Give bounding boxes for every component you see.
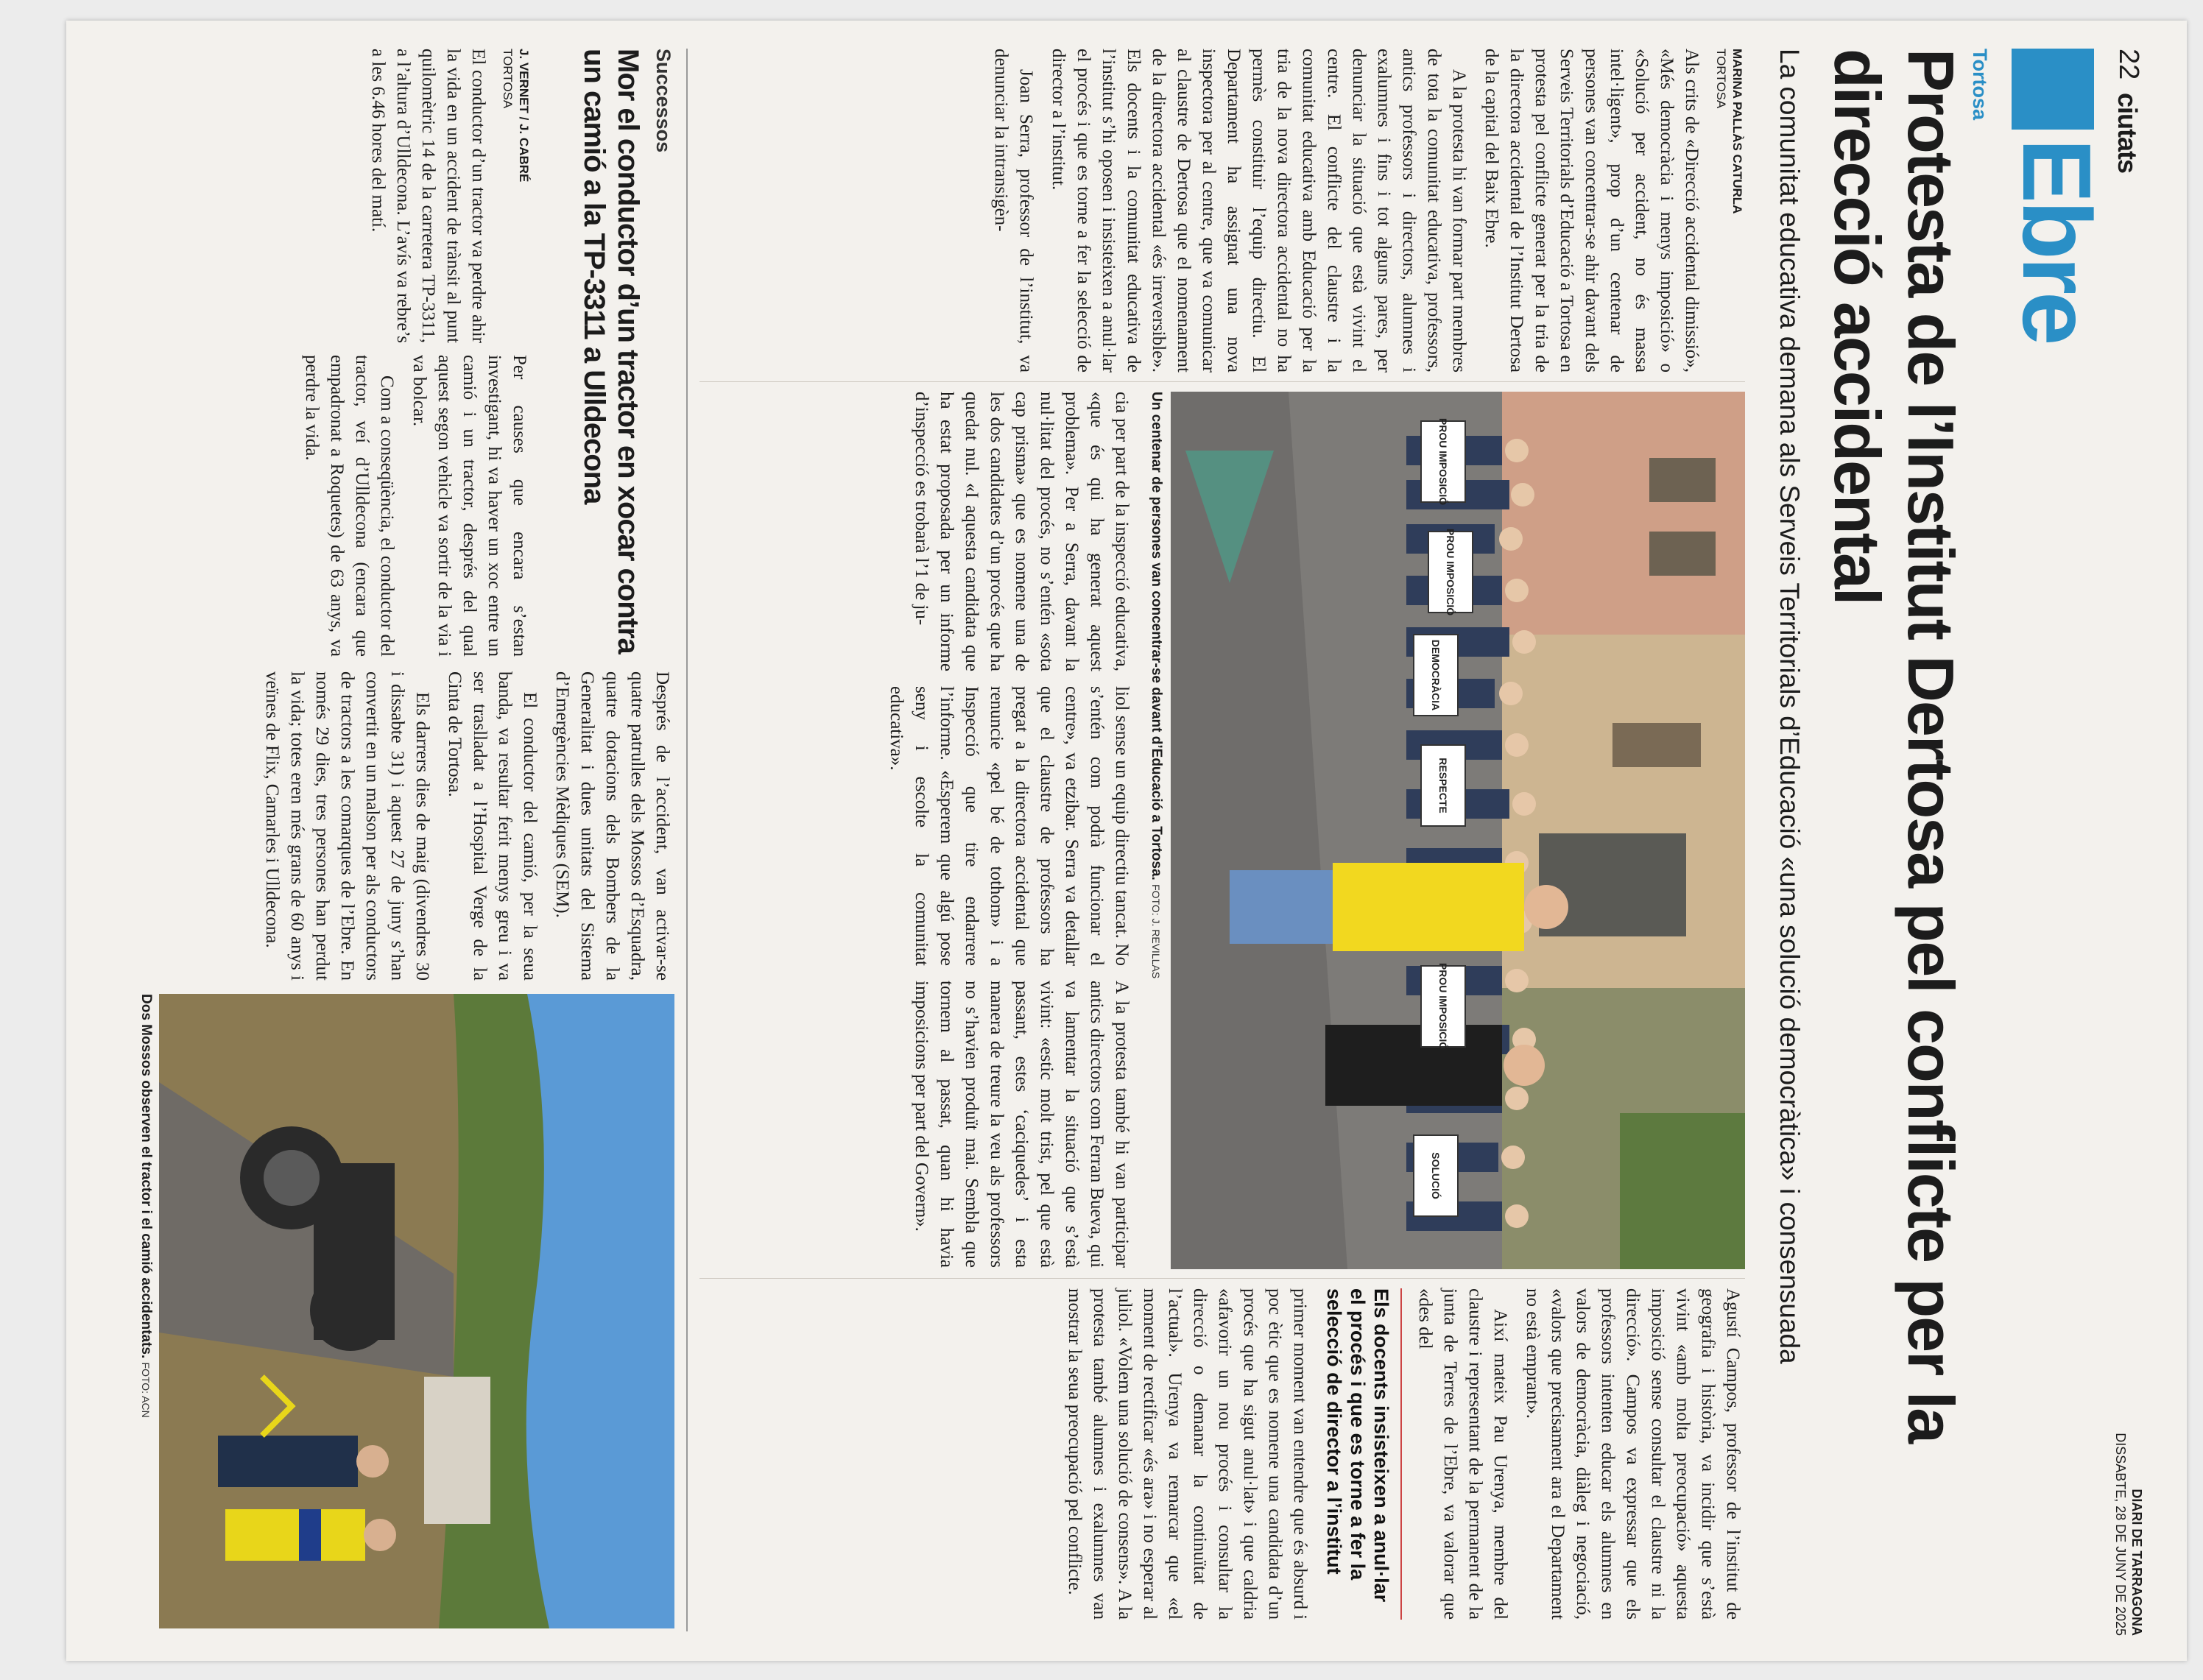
main-article-column-4 [1054,1288,1745,1620]
main-article-column-2 [901,392,1134,671]
region-label: Ebre [2003,138,2111,343]
main-article-column-2b [876,686,1134,966]
main-article-column-3 [901,981,1134,1268]
side-article-column-2 [292,355,532,657]
paragraph: A la protesta també hi van participar antics directors com Ferran Bueva, qui va lamentar la situació que s’està vivint: «estic molt trist, pel que està passant, estes ‘caciquedes’ i esta manera de treure la veu als professors no s’havien produït mai. Sembla que tornem al passat, quan hi havia imposicions per part del Govern». [912,981,1132,1268]
protest-photo-caption: Un centenar de persones van concentrar-se davant d’Educació a Tortosa. [1149,392,1164,880]
page-number: 22 [2113,49,2144,80]
column-divider [699,381,1745,382]
protest-photo-image [1171,392,1745,1269]
protest-sign-text: PROU IMPOSICIÓ [1445,528,1456,616]
accident-photo-credit: FOTO: ACN [140,1362,152,1418]
article-subhead: Els docents insisteixen a anul·lar el procés i que es torne a fer la selecció de director a l’institut [1322,1288,1402,1620]
paragraph: Als crits de «Direcció accidental dimissió», «Més democràcia i menys imposició» o «Solució per accident, no és massa intel·ligent», prop d’un centenar de persones van concentrar-se ahir davant dels Serveis Territorials d’Educació a Tortosa en protesta pel conflicte generat per la tria de la directora accidental de l’Institut Dertosa de la capital del Baix Ebre. [1481,49,1702,373]
accident-photo-caption: Dos Mossos observen el tractor i el camió accidentats. [138,994,154,1359]
photo-caption-line [1147,392,1165,1269]
section-divider [686,49,688,1631]
main-article-column-1 [981,49,1745,373]
paragraph: Per causes que encara s’estan investigant, hi va haver un xoc entre un camió i un tractor, després del qual aquest segon vehicle va sortir de la via i va bolcar. [409,355,529,657]
side-section-label: Successos [652,49,674,153]
section-name: ciutats [2112,93,2143,174]
main-headline: Protesta de l’Institut Dertosa pel conflicte per la direcció accidental [1821,49,1967,1443]
paragraph: liol sense un equip directiu tancat. No s’entén com podrà funcionar el centre», va etzibar. Serra va detallar que el claustre de professors ha pregat a la directora accidental que renuncie «pel bé de tothom» i a Inspecció que tire endarrere l’informe. «Esperem que algú pose seny i escolte la comunitat educativa». [887,686,1132,966]
accident-photo-image [159,994,674,1628]
paragraph: Després de l’accident, van activar-se quatre patrulles dels Mossos d’Esquadra, quatre dotacions dels Bombers de la Generalitat i dues unitats del Sistema d’Emergències Mèdiques (SEM). [552,671,672,981]
paragraph: Joan Serra, professor de l’institut, va denunciar la intransigèn- [991,49,1036,373]
newspaper-name: DIARI DE TARRAGONA [2129,1489,2144,1636]
side-article-column-3 [252,671,674,981]
region-accent-block [2012,49,2094,130]
side-author-location: TORTOSA [501,49,515,109]
protest-sign-text: DEMOCRÀCIA [1430,639,1442,711]
paragraph: Agustí Campos, professor de l’institut de geografia i història, va incidir que s’està vivint «amb molta preocupació» aquesta imposició sense consultar el claustre ni la direcció». Campos va expressar que els professors intenten educar els alumnes en valors de democràcia, diàleg i negociació, «valors que precisament ara el Departament no està emprant». [1523,1288,1743,1620]
side-headline: Mor el conductor d’un tractor en xocar contra un camió a la TP-3311 a Ulldecona [578,49,644,654]
paragraph: El conductor del camió, per la seua banda, va resultar ferit menys greu i va ser traslladat a l’Hospital Verge de la Cinta de Tortosa. [445,671,540,981]
newspaper-sheet [66,21,2187,1661]
main-subheadline: La comunitat educativa demana als Serveis Territorials d’Educació «una solució democràtica» i consensuada [1774,49,1805,1364]
paragraph: A la protesta hi van formar part membres de tota la comunitat educativa, professors, antics professors i directors, alumnes i exalumnes i fins i tot alguns pares, per denunciar la situació que està vivint el centre. El conflicte del claustre i la comunitat educativa amb Educació per la tria de la nova directora accidental no ha permès constituir l’equip directiu. El Departament ha assignat una nova inspectora per al centre, que va comunicar al claustre de Dertosa que el nomenament de la directora accidental «és irreversible». Els docents i la comunitat educativa de l’institut s’hi oposen i insisteixen a anul·lar el procés i que es torne a fer la selecció de director a l’institut. [1048,49,1469,373]
paragraph: El conductor d’un tractor va perdre ahir la vida en un accident de trànsit al punt quilomètric 14 de la carretera TP-3311, a l’altura d’Ulldecona. L’avís va rebre’s a les 6.46 hores del matí. [368,49,488,343]
side-article-column-1 [358,49,532,343]
side-author-byline: J. VERNET / J. CABRÉ [517,49,531,183]
protest-sign-text: PROU IMPOSICIÓ [1437,962,1449,1051]
newspaper-page [81,31,2157,1651]
author-location: TORTOSA [1714,49,1728,109]
paragraph: Així mateix Pau Urenya, membre del claustre i representant de la permanent de la junta de Terres de l’Ebre, va valorar que «des del [1415,1288,1510,1620]
accident-caption-line [137,994,155,1628]
protest-sign-text: SOLUCIÓ [1430,1152,1442,1199]
author-byline: MARINA PALLÀS CATURLA [1730,49,1744,214]
article-kicker: Tortosa [1969,49,1991,121]
protest-photo-credit: FOTO: J. REVILLAS [1150,884,1162,979]
protest-sign-text: PROU IMPOSICIÓ [1437,417,1449,506]
paragraph: primer moment van entendre que és absurd i poc ètic que es nomene una candidata d’un procés que ha sigut anul·lat» i que caldria «afavorir un nou procés i consultar la direcció o demanar la continuïtat de l’actual». Urenya va remarcar que «el moment de rectificar «és ara» i no esperar al juliol. «Volem una solució de consens». A la protesta també alumnes i exalumnes van mostrar la seua preocupació pel conflicte. [1065,1288,1310,1620]
accident-photo [159,994,674,1628]
protest-photo [1171,392,1745,1269]
paragraph: Els darrers dies de maig (divendres 30 i dissabte 31) i aquest 27 de juny s’han convertit en un malson per als conductors de tractors a les comarques de l’Ebre. En només 29 dies, tres persones han perdut la vida; totes eren més grans de 60 anys i veïnes de Flix, Camarles i Ulldecona. [262,671,432,981]
paragraph: cia per part de la inspecció educativa, «que és qui ha generat aquest problema». Per a Serra, davant la nul·litat del procés, no s’entén «sota cap prisma» que es nomene una de les dos candidates d’un procés que ha quedat nul. «I aquesta candidata que ha estat proposada per un informe d’inspecció es trobarà l’1 de ju- [912,392,1132,671]
protest-sign-text: RESPECTE [1437,758,1449,813]
column-divider [699,1278,1745,1279]
issue-date: DISSABTE, 28 DE JUNY DE 2025 [2113,1433,2128,1636]
paragraph: Com a conseqüència, el conductor del tractor, veí d’Ulldecona (encara que empadronat a Roquetes) de 63 anys, va perdre la vida. [302,355,397,657]
